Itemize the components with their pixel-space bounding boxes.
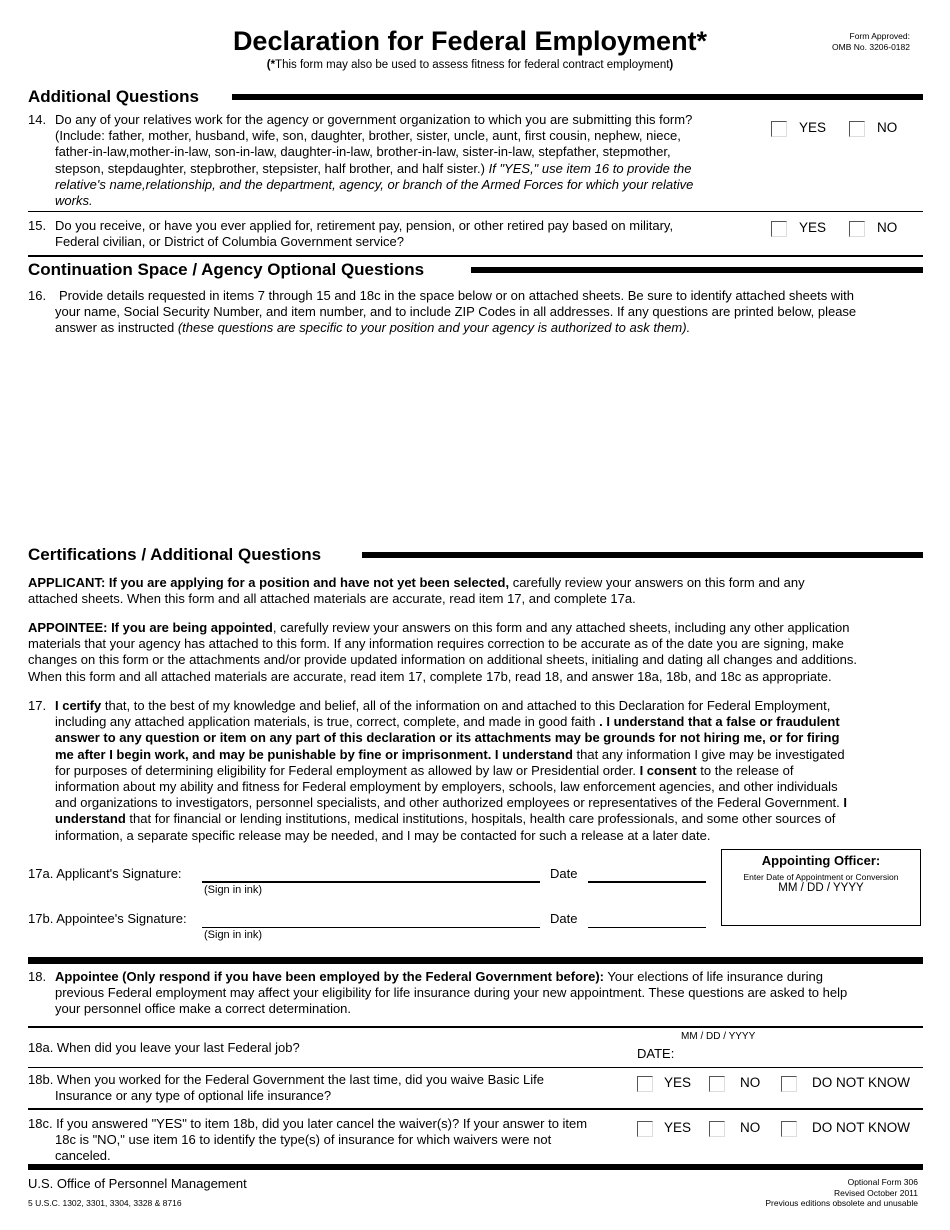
divider: [28, 1026, 923, 1028]
question-18b: 18b. When you worked for the Federal Government the last time, did you waive Basic Life Insurance or any type of optional life insurance?: [28, 1072, 544, 1104]
q18c-dnk-checkbox[interactable]: [781, 1121, 797, 1137]
q18a-date-label: DATE:: [637, 1046, 675, 1061]
divider-thick: [28, 1164, 923, 1170]
q14-no-label: NO: [877, 120, 898, 135]
question-14: 14. Do any of your relatives work for the agency or government organization to which you are submitting this form? (Include: father, mother, husband, wife, son, daughter, brother, sister, uncle, aunt, first cousin, nephew, niece, father-in-law,mother-in-law, son-in-law, daughter-in-law, brother-in-law, sister-in-law, stepfather, stepmother, stepson, stepdaughter, stepbrother, stepsister, half brother, and half sister.) If "YES," use item 16 to provide the relative's name,relationship, and the department, agency, or branch of the Armed Forces for which your relative works.: [28, 112, 694, 209]
q18c-yes-label: YES: [664, 1120, 692, 1135]
q18b-yes-checkbox[interactable]: [637, 1076, 653, 1092]
applicant-date-field[interactable]: [590, 862, 706, 880]
question-17-certification: 17. I certify that, to the best of my knowledge and belief, all of the information on and attached to this Declaration for Federal Employment, including any attached application materials, is true, correct, complete, and made in good faith . I understand that a false or fraudulent answer to any question or item on any part of this declaration or its attachments may be grounds for not hiring me, or for firing me after I begin work, and may be punishable by fine or imprisonment. I understand that any information I give may be investigated for purposes of determining eligibility for Federal employment as allowed by law or Presidential order. I consent to the release of information about my ability and fitness for Federal employment by employers, schools, law enforcement agencies, and other individuals and organizations to investigators, personnel specialists, and other authorized employees or representatives of the Federal Government. I understand that for financial or lending institutions, medical institutions, hospitals, health care professionals, and some other sources of information, a separate specific release may be needed, and I may be contacted for such a release at a later date.: [28, 698, 848, 843]
form-subtitle: (*This form may also be used to assess fitness for federal contract employment): [266, 59, 674, 71]
question-15: 15. Do you receive, or have you ever applied for, retirement pay, pension, or other retired pay based on military, Federal civilian, or District of Columbia Government service?: [28, 218, 674, 250]
q15-yes-checkbox[interactable]: [771, 221, 787, 237]
q18b-dnk-label: DO NOT KNOW: [812, 1075, 911, 1090]
appointee-date-label: Date: [550, 911, 578, 926]
footer-form-info: [765, 1177, 918, 1209]
appointee-signature-line: [202, 927, 540, 928]
q18b-yes-label: YES: [664, 1075, 692, 1090]
applicant-date-label: Date: [550, 866, 578, 881]
q14-no-checkbox[interactable]: [849, 121, 865, 137]
applicant-signature-field[interactable]: [204, 862, 539, 880]
divider-thick: [28, 957, 923, 964]
omb-approval: [832, 31, 910, 53]
appointee-date-line: [588, 927, 706, 928]
q18b-no-label: NO: [740, 1075, 761, 1090]
question-18a-label: 18a. When did you leave your last Federal job?: [28, 1040, 300, 1055]
section-certifications: Certifications / Additional Questions: [28, 545, 322, 564]
appointee-signature-field[interactable]: [204, 908, 539, 926]
appointee-instructions: APPOINTEE: If you are being appointed, carefully review your answers on this form and any attached sheets, including any other application materials that your agency has attached to this form. If any information requires correction to be accurate as of the date you are signing, make changes on this form or the attachments and/or provide updated information on additional sheets, initialing and dating all changes and additions. When this form and all attached materials are accurate, read item 17, complete 17b, read 18, and answer 18a, 18b, and 18c as appropriate.: [28, 620, 857, 684]
sign-in-ink-note: (Sign in ink): [204, 929, 263, 941]
divider: [28, 211, 923, 212]
q18c-no-checkbox[interactable]: [709, 1121, 725, 1137]
appointing-officer-date-format: MM / DD / YYYY: [778, 882, 864, 894]
footer-previous-editions: Previous editions obsolete and unusable: [765, 1198, 918, 1208]
q18c-dnk-label: DO NOT KNOW: [812, 1120, 911, 1135]
section-divider: [471, 267, 923, 273]
footer-revised: Revised October 2011: [834, 1187, 918, 1198]
q15-no-label: NO: [877, 220, 898, 235]
appointing-officer-title: Appointing Officer:: [761, 853, 881, 868]
applicant-signature-label: 17a. Applicant's Signature:: [28, 866, 182, 881]
section-continuation: Continuation Space / Agency Optional Questions: [28, 260, 425, 279]
q18c-no-label: NO: [740, 1120, 761, 1135]
q15-yes-label: YES: [799, 220, 827, 235]
appointing-officer-instruction: Enter Date of Appointment or Conversion: [743, 872, 899, 882]
q18a-date-field[interactable]: [684, 1044, 914, 1062]
appointee-date-field[interactable]: [590, 908, 706, 926]
sign-in-ink-note: (Sign in ink): [204, 884, 263, 896]
section-divider: [232, 94, 923, 100]
question-18c: 18c. If you answered "YES" to item 18b, did you later cancel the waiver(s)? If your answer to item 18c is "NO," use item 16 to identify the type(s) of insurance for which waivers were not canceled.: [28, 1116, 588, 1164]
q14-yes-label: YES: [799, 120, 827, 135]
q14-yes-checkbox[interactable]: [771, 121, 787, 137]
q18b-dnk-checkbox[interactable]: [781, 1076, 797, 1092]
footer-agency: U.S. Office of Personnel Management: [28, 1176, 247, 1191]
form-approved-label: Form Approved:: [849, 31, 910, 41]
section-additional-questions: Additional Questions: [28, 87, 199, 106]
appointee-signature-label: 17b. Appointee's Signature:: [28, 911, 187, 926]
divider: [28, 1108, 923, 1110]
question-16: 16. Provide details requested in items 7 through 15 and 18c in the space below or on attached sheets. Be sure to identify attached sheets with your name, Social Security Number, and item number, and to include ZIP Codes in all addresses. If any questions are printed below, please answer as instructed (these questions are specific to your position and your agency is authorized to ask them).: [28, 288, 857, 336]
divider: [28, 255, 923, 257]
footer-statutes: 5 U.S.C. 1302, 3301, 3304, 3328 & 8716: [28, 1198, 182, 1208]
applicant-signature-line: [202, 881, 540, 883]
divider: [28, 1067, 923, 1068]
applicant-instructions: APPLICANT: If you are applying for a position and have not yet been selected, carefully review your answers on this form and any attached sheets. When this form and all attached materials are accurate, read item 17, and complete 17a.: [28, 575, 805, 607]
q15-no-checkbox[interactable]: [849, 221, 865, 237]
applicant-date-line: [588, 881, 706, 883]
q18b-no-checkbox[interactable]: [709, 1076, 725, 1092]
q18c-yes-checkbox[interactable]: [637, 1121, 653, 1137]
continuation-answer-area[interactable]: [28, 342, 923, 537]
omb-number: OMB No. 3206-0182: [832, 42, 910, 52]
q18a-date-format: MM / DD / YYYY: [681, 1031, 756, 1042]
footer-form-number: Optional Form 306: [847, 1177, 918, 1187]
section-divider: [362, 552, 923, 558]
appointing-officer-box[interactable]: [721, 849, 921, 926]
form-title: Declaration for Federal Employment*: [232, 26, 708, 56]
